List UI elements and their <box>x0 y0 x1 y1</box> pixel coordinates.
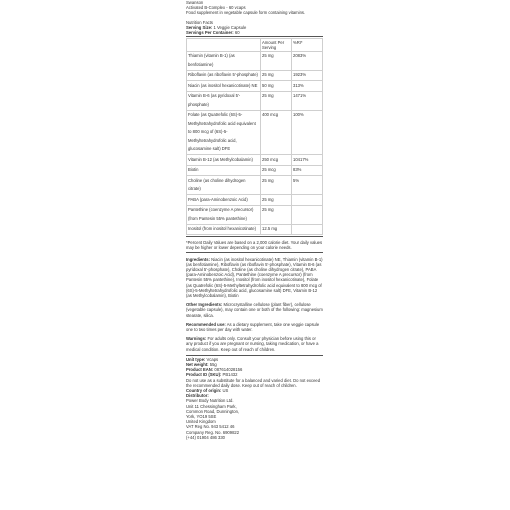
servings-value: 60 <box>234 30 240 36</box>
nutrient-amount: 25 mg <box>261 195 292 206</box>
disclaimer: Do not use as a substitute for a balanced and varied diet. Do not exceed the recommended daily dose. Keep out of reach of children. <box>186 377 321 388</box>
serving-size-value: 1 Veggie Capsule <box>213 24 247 30</box>
net-weight-value: 55g <box>209 361 217 367</box>
table-row <box>187 51 323 70</box>
address-line: VAT Reg No. 943 5412 46 <box>186 424 235 430</box>
origin-label: Country of origin: <box>186 388 222 393</box>
distributor-address <box>186 398 323 440</box>
serving-size-label: Serving Size: <box>186 24 213 30</box>
table-header-ri: %RI* <box>292 39 323 51</box>
sku-value: PB1432 <box>222 372 238 378</box>
nutrient-amount: 12.5 mg <box>261 224 292 235</box>
ingredients-section <box>186 257 323 299</box>
distributor-label: Distributor: <box>186 393 209 399</box>
ingredients-label: Ingredients: <box>186 256 210 262</box>
table-row <box>187 195 323 206</box>
nutrient-ri: 313% <box>292 81 323 92</box>
nutrition-facts <box>186 20 323 253</box>
nutrient-ri: 100% <box>292 110 323 155</box>
nutrient-name: Pantethine (coenzyme A precursor) (from Pantesin 55% pantethine) <box>187 205 261 224</box>
facts-title: Nutrition Facts <box>186 19 213 25</box>
address-line: York, YO19 5SE <box>186 414 217 420</box>
address-line: United Kingdom <box>186 419 216 425</box>
table-row <box>187 91 323 110</box>
nutrient-ri <box>292 195 323 206</box>
warnings-text: For adults only. Consult your physician before using this or any product if you are pregnant or nursing, taking medication, or have a medical condition. Keep out of reach of children. <box>186 336 319 352</box>
nutrient-ri: 5% <box>292 176 323 195</box>
nutrient-ri <box>292 205 323 224</box>
ingredients-text: Niacin (as inositol hexanicotinate) NE, Thiamin (vitamin B-1) (as benfotiamine), Riboflavin (as riboflavin 5'-phosphate), Vitamin B-6 (as pyridoxal 5'-phosphate), Choline (as choline dihydrogen citrate), PABA (para-Aminobenzoic Acid), Pantethine (coenzyme A precursor) (from Pantesin 55% pantethine), Inositol (from inositol hexanicotinate), Folate (as Quatrefolic (6S)-5-Methyltetrahydrofolic acid equivalent to 800 mcg of (6S)-5-Methyltetrahydrofolic acid, glucosamine salt) DFE, Vitamin B-12 (as Methylcobalamin), Biotin <box>186 256 323 298</box>
nutrient-ri: 83% <box>292 165 323 176</box>
nutrient-amount: 400 mcg <box>261 110 292 155</box>
table-header-row <box>187 39 323 51</box>
nutrient-amount: 25 mg <box>261 176 292 195</box>
recommended-use-label: Recommended use: <box>186 321 226 327</box>
brand-name: Swanson <box>186 0 204 5</box>
nutrient-name: Riboflavin (as riboflavin 5'-phosphate) <box>187 70 261 81</box>
divider <box>186 252 323 253</box>
ean-value: 087614028156 <box>214 367 243 373</box>
nutrient-amount: 25 mg <box>261 205 292 224</box>
servings-label: Servings Per Container: <box>186 30 234 36</box>
other-ingredients-section <box>186 302 323 318</box>
other-ingredients-text: Microcrystalline cellulose (plant fiber), cellulose (vegetable capsule), may contain one or both of the following: magnesium stearate, silica. <box>186 302 323 318</box>
nutrient-name: PABA (para-Aminobenzoic Acid) <box>187 195 261 206</box>
table-row <box>187 70 323 81</box>
table-row <box>187 205 323 224</box>
nutrient-name: Vitamin B-12 (as Methylcobalamin) <box>187 155 261 166</box>
net-weight-label: Net weight: <box>186 361 209 367</box>
table-header-amount: Amount Per Serving <box>261 39 292 51</box>
nutrient-name: Inositol (from inositol hexanicotinate) <box>187 224 261 235</box>
address-line: Unit 11 Chessingham Park, <box>186 403 237 409</box>
nutrient-ri: 10417% <box>292 155 323 166</box>
nutrient-amount: 250 mcg <box>261 155 292 166</box>
table-row <box>187 81 323 92</box>
nutrient-ri: 1923% <box>292 70 323 81</box>
table-row <box>187 155 323 166</box>
address-line: (+44) 01904 486 330 <box>186 434 226 440</box>
warnings-label: Warnings: <box>186 336 207 342</box>
nutrient-name: Thiamin (vitamin B-1) (as benfotiamine) <box>187 51 261 70</box>
nutrient-name: Folate (as Quatrefolic (6S)-5-Methyltetrahydrofolic acid equivalent to 800 mcg of (6S)-5-Methyltetrahydrofolic acid, glucosamine salt) DFE <box>187 110 261 155</box>
divider <box>186 355 323 356</box>
nutrient-ri <box>292 224 323 235</box>
servings-per-container <box>186 30 323 35</box>
product-label-column <box>186 0 323 510</box>
nutrient-name: Niacin (as inositol hexanicotinate) NE <box>187 81 261 92</box>
nutrient-amount: 25 mg <box>261 51 292 70</box>
nutrition-table <box>186 38 323 235</box>
nutrient-ri: 1471% <box>292 91 323 110</box>
nutrient-name: Choline (as choline dihydrogen citrate) <box>187 176 261 195</box>
table-row <box>187 224 323 235</box>
nutrient-amount: 50 mg <box>261 81 292 92</box>
nutrient-name: Vitamin B-6 (as pyridoxal 5'-phosphate) <box>187 91 261 110</box>
unit-type-label: Unit type: <box>186 356 206 362</box>
nutrient-name: Biotin <box>187 165 261 176</box>
daily-value-footnote: *Percent Daily Values are based on a 2,000 calorie diet. Your daily values may be higher or lower depending on your calorie needs. <box>186 240 323 251</box>
product-info <box>186 357 323 440</box>
divider <box>186 236 323 237</box>
table-row <box>187 165 323 176</box>
address-line: Company Reg. No. 6909822 <box>186 429 240 435</box>
warnings-section <box>186 336 323 352</box>
table-row <box>187 176 323 195</box>
address-line: Power Body Nutrition Ltd. <box>186 398 234 404</box>
product-header <box>186 0 323 16</box>
divider <box>186 36 323 37</box>
nutrient-ri: 2083% <box>292 51 323 70</box>
product-description: Food supplement in vegetable capsule form containing vitamins. <box>186 10 306 16</box>
other-ingredients-label: Other Ingredients: <box>186 302 223 308</box>
product-name: Activated B-Complex - 60 vcaps <box>186 5 246 11</box>
nutrient-amount: 25 mg <box>261 91 292 110</box>
sku-label: Product ID (SKU): <box>186 372 222 378</box>
ean-label: Product EAN: <box>186 367 214 373</box>
recommended-use-text: As a dietary supplement, take one veggie capsule one to two times per day with water. <box>186 321 320 332</box>
recommended-use-section <box>186 322 323 332</box>
unit-type-value: Vcaps <box>206 356 219 362</box>
table-header-name <box>187 39 261 51</box>
nutrient-amount: 25 mg <box>261 70 292 81</box>
nutrient-amount: 25 mcg <box>261 165 292 176</box>
origin-value: US <box>222 388 229 393</box>
address-line: Common Road, Dunnington, <box>186 408 240 414</box>
table-row <box>187 110 323 155</box>
